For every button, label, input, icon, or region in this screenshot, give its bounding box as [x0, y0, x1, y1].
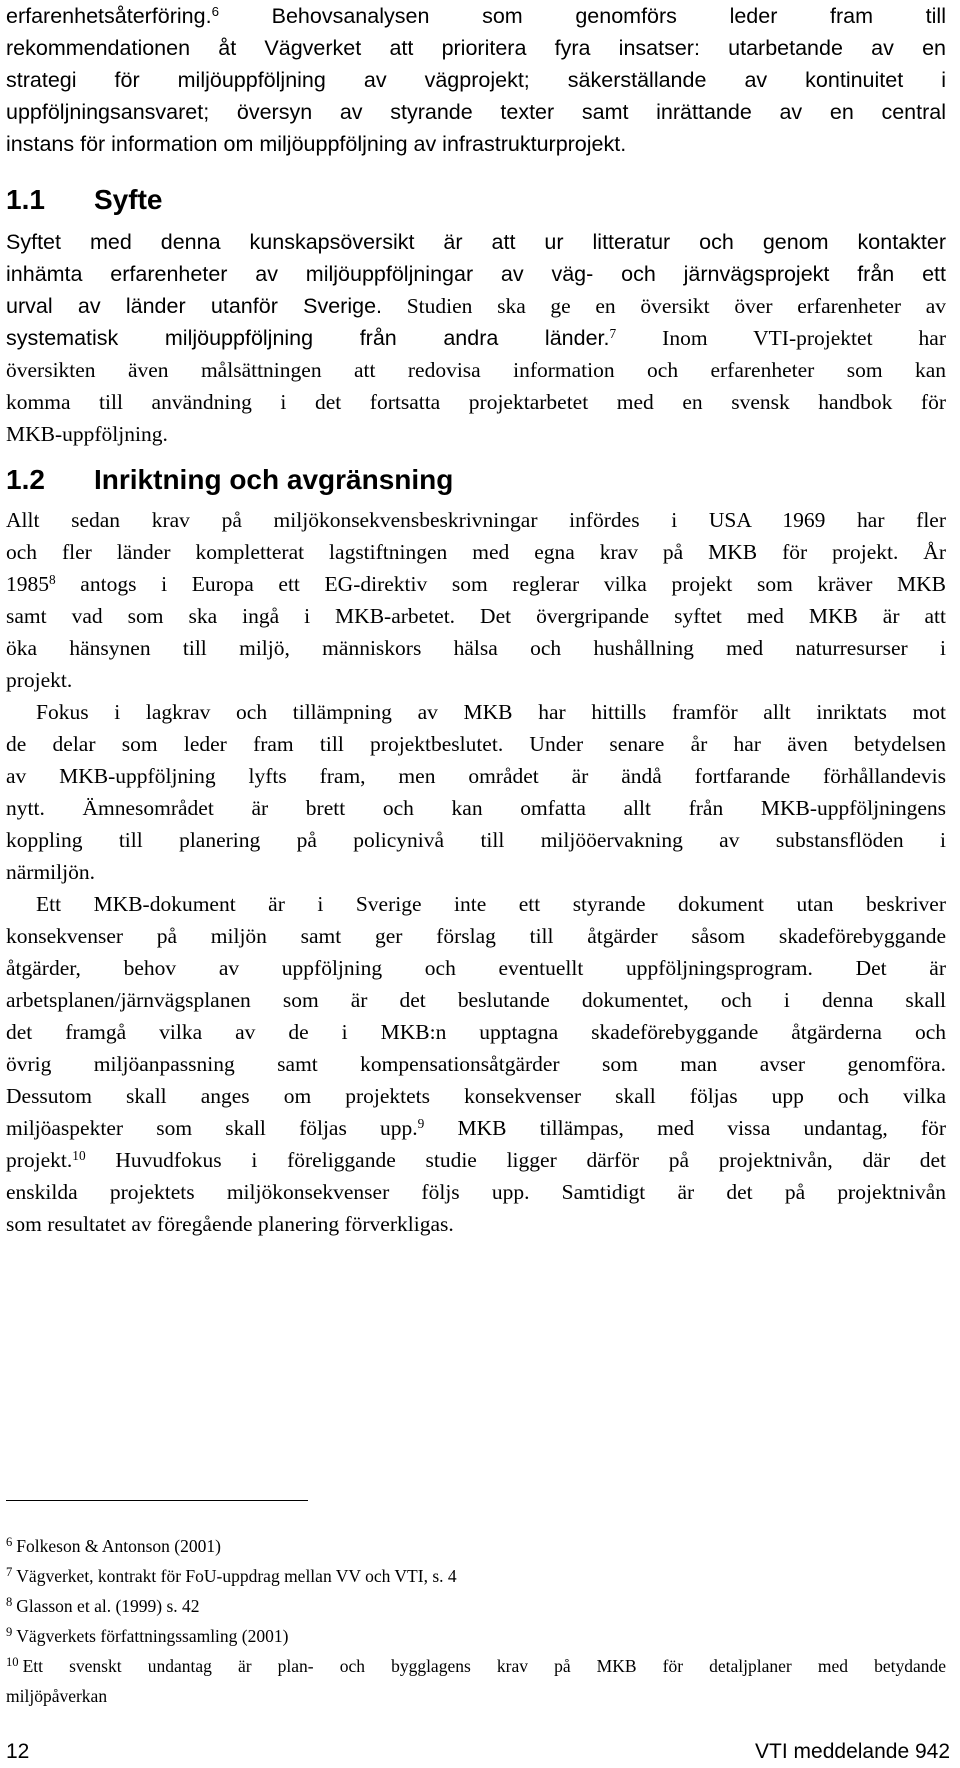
footnote-number: 10 [6, 1654, 19, 1669]
footnote-6: $^6$ Folkeson & Antonson (2001) [6, 1534, 221, 1556]
footnote-ref-6[interactable]: 6 [211, 3, 219, 19]
footnote-10-continuation: miljöpåverkan [6, 1686, 108, 1706]
inriktning-p3-line-1: Ett MKB-dokument är i Sverige inte ett styrande dokument utan beskriver [36, 892, 946, 916]
section-heading-syfte [6, 184, 162, 216]
intro-line-4: uppföljningsansvaret; översyn av styrande texter samt inrättande av en central [6, 100, 946, 124]
inriktning-p3-line-3: åtgärder, behov av uppföljning och eventuellt uppföljningsprogram. Det är [6, 956, 946, 980]
footnote-separator [6, 1500, 308, 1501]
syfte-line-4: systematisk miljöuppföljning från andra länder.$^7$ Inom VTI-projektet har [6, 325, 946, 350]
inriktning-p1-line-6: projekt. [6, 668, 73, 692]
intro-line-3: strategi för miljöuppföljning av vägprojekt; säkerställande av kontinuitet i [6, 68, 946, 92]
footnote-number: 9 [6, 1624, 13, 1639]
inriktning-p3-line-5: det framgå vilka av de i MKB:n upptagna skadeförebyggande åtgärderna och [6, 1020, 946, 1044]
syfte-line-1: Syftet med denna kunskapsöversikt är att ur litteratur och genom kontakter [6, 230, 946, 254]
footnote-number: 7 [6, 1564, 13, 1579]
inriktning-p3-line-4: arbetsplanen/järnvägsplanen som är det beslutande dokumentet, och i denna skall [6, 988, 946, 1012]
inriktning-p3-line-10: enskilda projektets miljökonsekvenser följs upp. Samtidigt är det på projektnivån [6, 1180, 946, 1204]
publication-name: VTI meddelande 942 [755, 1740, 950, 1763]
section-number: 1.1 [6, 184, 45, 215]
page-number: 12 [6, 1740, 30, 1763]
intro-line-1: erfarenhetsåterföring.$^6$ Behovsanalysen som genomförs leder fram till [6, 3, 946, 28]
section-number: 1.2 [6, 464, 45, 495]
inriktning-p3-line-8: miljöaspekter som skall följas upp.$^9$ MKB tillämpas, med vissa undantag, för [6, 1115, 946, 1140]
inriktning-p2-line-2: de delar som leder fram till projektbeslutet. Under senare år har även betydelsen [6, 732, 946, 756]
footnote-number: 8 [6, 1594, 13, 1609]
syfte-line-3: urval av länder utanför Sverige. Studien ska ge en översikt över erfarenheter av [6, 294, 947, 318]
footnote-ref-7[interactable]: 7 [609, 325, 617, 341]
inriktning-p1-line-4: samt vad som ska ingå i MKB-arbetet. Det övergripande syftet med MKB är att [6, 604, 946, 628]
inriktning-p1-line-2: och fler länder kompletterat lagstiftningen med egna krav på MKB för projekt. År [6, 540, 946, 564]
section-title: Syfte [94, 184, 163, 215]
intro-line-2: rekommendationen åt Vägverket att prioritera fyra insatser: utarbetande av en [6, 36, 946, 60]
section-title: Inriktning och avgränsning [94, 464, 454, 495]
syfte-line-6: komma till användning i det fortsatta projektarbetet med en svensk handbok för [6, 390, 946, 414]
inriktning-p1-line-5: öka hänsynen till miljö, människors hälsa och hushållning med naturresurser i [6, 636, 946, 660]
syfte-line-2: inhämta erfarenheter av miljöuppföljningar av väg- och järnvägsprojekt från ett [6, 262, 946, 286]
footnote-8: $^8$ Glasson et al. (1999) s. 42 [6, 1594, 200, 1616]
inriktning-p2-line-1: Fokus i lagkrav och tillämpning av MKB har hittills framför allt inriktats mot [36, 700, 946, 724]
section-heading-inriktning [6, 464, 453, 496]
footnote-ref-8[interactable]: 8 [49, 571, 56, 587]
footnote-10: $^{10}$ Ett svenskt undantag är plan- och bygglagens krav på MKB för detaljplaner med betydande [6, 1654, 946, 1676]
intro-line-5: instans för information om miljöuppföljning av infrastrukturprojekt. [6, 132, 627, 156]
footnote-ref-9[interactable]: 9 [417, 1115, 425, 1131]
inriktning-p3-line-2: konsekvenser på miljön samt ger förslag till åtgärder såsom skadeförebyggande [6, 924, 946, 948]
inriktning-p3-line-6: övrig miljöanpassning samt kompensationsåtgärder som man avser genomföra. [6, 1052, 946, 1076]
inriktning-p1-line-3: 1985$^8$ antogs i Europa ett EG-direktiv som reglerar vilka projekt som kräver MKB [6, 571, 946, 596]
footnote-9: $^9$ Vägverkets författningssamling (2001) [6, 1624, 289, 1646]
syfte-line-5: översikten även målsättningen att redovisa information och erfarenheter som kan [6, 358, 946, 382]
inriktning-p3-line-9: projekt.$^{10}$ Huvudfokus i föreliggande studie ligger därför på projektnivån, där det [6, 1147, 946, 1172]
inriktning-p2-line-3: av MKB-uppföljning lyfts fram, men området är ändå fortfarande förhållandevis [6, 764, 946, 788]
inriktning-p2-line-5: koppling till planering på policynivå till miljööervakning av substansflöden i [6, 828, 946, 852]
syfte-line-7: MKB-uppföljning. [6, 422, 168, 446]
inriktning-p2-line-6: närmiljön. [6, 860, 95, 884]
footnote-number: 6 [6, 1534, 13, 1549]
footnote-7: $^7$ Vägverket, kontrakt för FoU-uppdrag mellan VV och VTI, s. 4 [6, 1564, 457, 1586]
inriktning-p1-line-1: Allt sedan krav på miljökonsekvensbeskrivningar infördes i USA 1969 har fler [6, 508, 946, 532]
inriktning-p3-line-7: Dessutom skall anges om projektets konsekvenser skall följas upp och vilka [6, 1084, 946, 1108]
footnote-ref-10[interactable]: 10 [72, 1147, 86, 1163]
inriktning-p2-line-4: nytt. Ämnesområdet är brett och kan omfatta allt från MKB-uppföljningens [6, 796, 946, 820]
inriktning-p3-line-11: som resultatet av föregående planering förverkligas. [6, 1212, 454, 1236]
